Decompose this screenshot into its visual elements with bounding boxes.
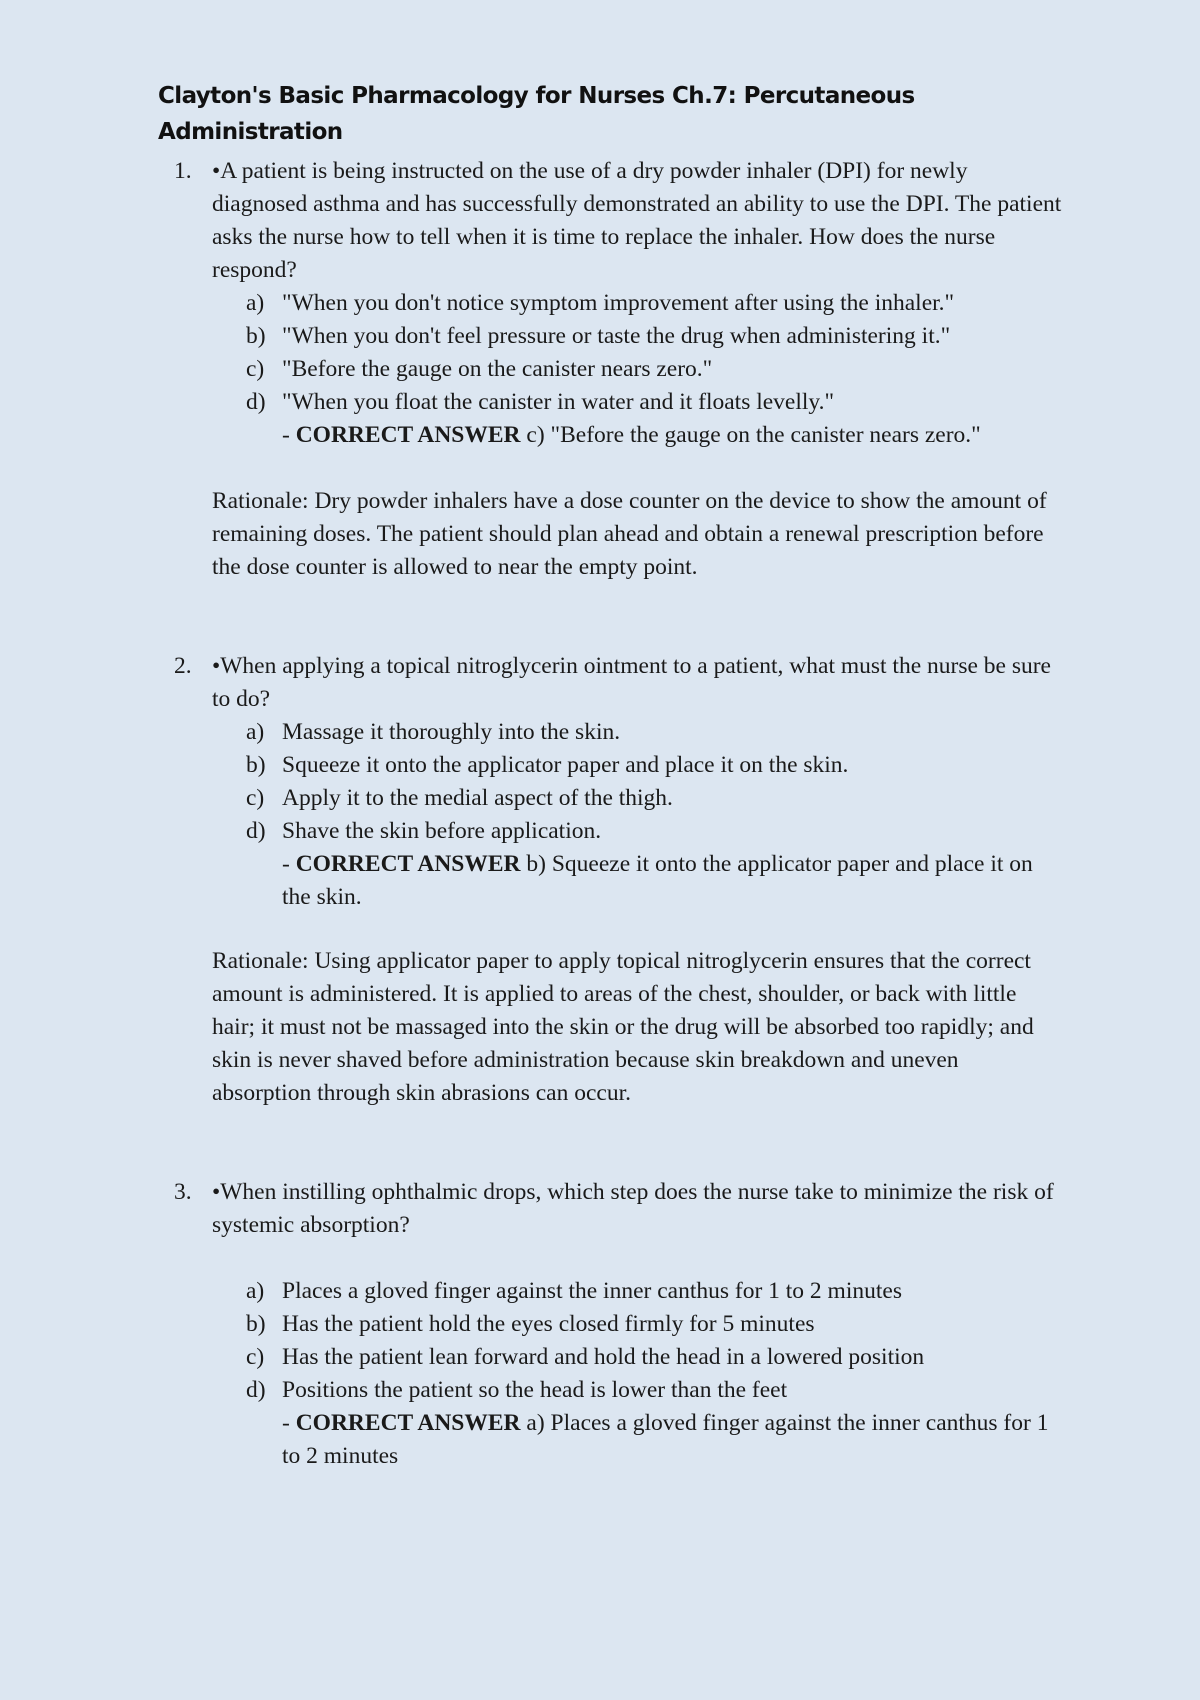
option-label: a) xyxy=(246,719,265,745)
option-c xyxy=(246,353,1066,386)
option-text: "When you don't notice symptom improvement after using the inhaler." xyxy=(282,290,955,316)
option-label: a) xyxy=(246,290,265,316)
option-a xyxy=(246,1275,1066,1308)
question-number: 3. xyxy=(174,1179,192,1205)
option-d xyxy=(246,1374,1066,1407)
option-label: c) xyxy=(246,1344,265,1370)
correct-answer xyxy=(282,848,1062,914)
option-text: Squeeze it onto the applicator paper and place it on the skin. xyxy=(282,752,849,778)
rationale: Rationale: Using applicator paper to apply topical nitroglycerin ensures that the correct amount is administered. It is applied to areas of the chest, shoulder, or back with little hair; it must not be massaged into the skin or the drug will be absorbed too rapidly; and skin is never shaved before administration because skin breakdown and uneven absorption through skin abrasions can occur. xyxy=(212,948,1034,1106)
answer-label: CORRECT ANSWER xyxy=(295,422,521,448)
option-label: d) xyxy=(246,818,266,844)
question-number: 2. xyxy=(174,653,192,679)
option-label: b) xyxy=(246,752,266,778)
answer-text: c) "Before the gauge on the canister nears zero." xyxy=(526,422,981,448)
option-label: c) xyxy=(246,356,265,382)
option-label: c) xyxy=(246,785,265,811)
option-label: d) xyxy=(246,389,266,415)
answer-prefix: - xyxy=(282,422,296,448)
option-a xyxy=(246,287,1066,320)
answer-text: a) Places a gloved finger against the inner canthus for 1 to 2 minutes xyxy=(282,1410,1049,1469)
option-text: "When you float the canister in water and it floats levelly." xyxy=(282,389,835,415)
question-text: •A patient is being instructed on the use of a dry powder inhaler (DPI) for newly diagnosed asthma and has successfully demonstrated an ability to use the DPI. The patient asks the nurse how to tell when it is time to replace the inhaler. How does the nurse respond? xyxy=(212,158,1062,283)
document-title: Clayton's Basic Pharmacology for Nurses Ch.7: Percutaneous Administration xyxy=(158,83,915,145)
rationale: Rationale: Dry powder inhalers have a dose counter on the device to show the amount of remaining doses. The patient should plan ahead and obtain a renewal prescription before the dose counter is allowed to near the empty point. xyxy=(212,488,1047,580)
answer-label: CORRECT ANSWER xyxy=(295,1410,521,1436)
question-text: •When applying a topical nitroglycerin ointment to a patient, what must the nurse be sure to do? xyxy=(212,653,1051,712)
option-text: Positions the patient so the head is lower than the feet xyxy=(282,1377,788,1403)
option-text: "Before the gauge on the canister nears zero." xyxy=(282,356,713,382)
option-b xyxy=(246,749,1066,782)
option-c xyxy=(246,782,1066,815)
option-a xyxy=(246,716,1066,749)
correct-answer xyxy=(282,1407,1062,1473)
option-text: Apply it to the medial aspect of the thigh. xyxy=(282,785,673,811)
option-c xyxy=(246,1341,1066,1374)
answer-text: b) Squeeze it onto the applicator paper and place it on the skin. xyxy=(282,851,1033,910)
answer-prefix: - xyxy=(282,851,296,877)
option-label: a) xyxy=(246,1278,265,1304)
option-d xyxy=(246,815,1066,848)
option-label: b) xyxy=(246,323,266,349)
option-text: Massage it thoroughly into the skin. xyxy=(282,719,621,745)
answer-prefix: - xyxy=(282,1410,296,1436)
answer-label: CORRECT ANSWER xyxy=(295,851,521,877)
correct-answer xyxy=(282,419,1062,452)
option-b xyxy=(246,1308,1066,1341)
option-label: b) xyxy=(246,1311,266,1337)
option-d xyxy=(246,386,1066,419)
option-text: Places a gloved finger against the inner canthus for 1 to 2 minutes xyxy=(282,1278,902,1304)
option-label: d) xyxy=(246,1377,266,1403)
option-text: "When you don't feel pressure or taste the drug when administering it." xyxy=(282,323,951,349)
option-text: Has the patient hold the eyes closed firmly for 5 minutes xyxy=(282,1311,815,1337)
option-text: Has the patient lean forward and hold the head in a lowered position xyxy=(282,1344,925,1370)
question-text: •When instilling ophthalmic drops, which step does the nurse take to minimize the risk of systemic absorption? xyxy=(212,1179,1054,1238)
question-number: 1. xyxy=(174,158,192,184)
option-b xyxy=(246,320,1066,353)
option-text: Shave the skin before application. xyxy=(282,818,602,844)
